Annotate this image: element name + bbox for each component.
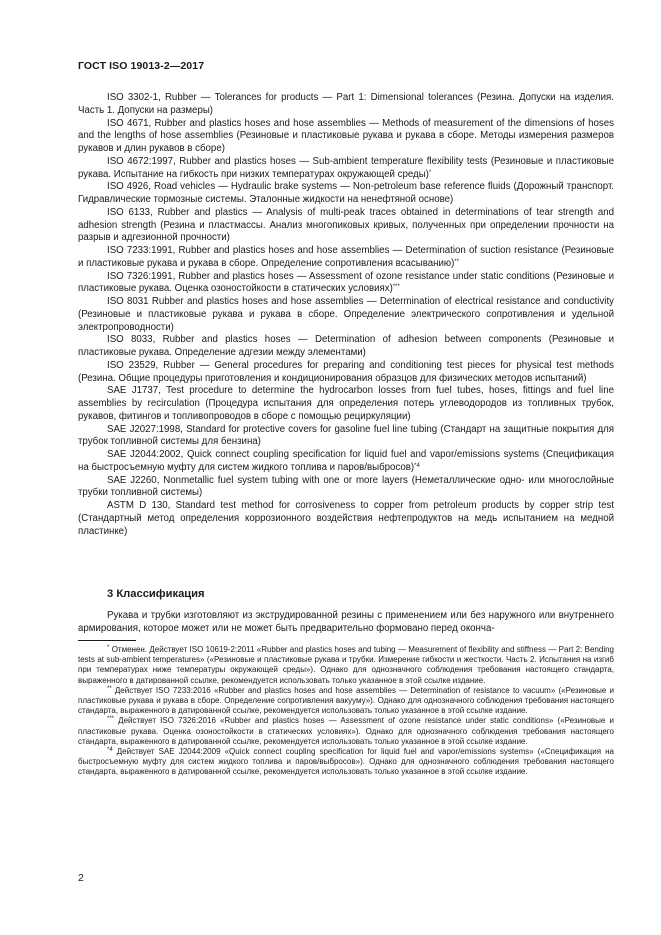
document-header: ГОСТ ISO 19013-2—2017	[78, 60, 205, 72]
reference-item: ISO 6133, Rubber and plastics — Analysis of multi-peak traces obtained in determinations of tear strength and adhesion strength (Резина и пластмассы. Анализ многопиковых кривых, полученных при определении прочности на разрыв и адгезионной прочности)	[78, 206, 614, 244]
reference-item: ISO 7233:1991, Rubber and plastics hoses and hose assemblies — Determination of suction resistance (Резиновые и пластиковые рукава и рукава в сборе. Определение сопротивления всасыванию)**	[78, 245, 614, 269]
footnote-list	[78, 645, 614, 778]
reference-item: ISO 4672:1997, Rubber and plastics hoses — Sub-ambient temperature flexibility tests (Резиновые и пластиковые рукава. Испытание на гибкость при низких температурах окружающей среды)*	[78, 155, 614, 180]
section-paragraph: Рукава и трубки изготовляют из экструдированной резины с применением или без наружного или внутреннего армирования, которое может или не может быть предварительно формовано перед оконча-	[78, 610, 614, 634]
reference-item: SAE J2027:1998, Standard for protective covers for gasoline fuel line tubing (Стандарт на защитные покрытия для трубок топливной системы для бензина)	[78, 423, 614, 448]
footnote-item: * Отменен. Действует ISO 10619-2:2011 «Rubber and plastics hoses and tubing — Measurement of flexibility and stiffness — Part 2: Bending tests at sub-ambient temperatures» («Резиновые и пластиковые рукава и трубки. Измерение гибкости и жесткости. Часть 2. Испытания на изгиб при температурах ниже температуры окружающей среды»). Однако для однозначного соблюдения требования настоящего стандарта, выраженного в датированной ссылке, рекомендуется использовать только указанное в этой ссылке издание.	[78, 645, 614, 685]
reference-item: ISO 4926, Road vehicles — Hydraulic brake systems — Non-petroleum base reference fluids (Дорожный транспорт. Гидравлические тормозные системы. Эталонные жидкости на ненефтяной основе)	[78, 181, 614, 205]
reference-item: ISO 7326:1991, Rubber and plastics hoses — Assessment of ozone resistance under static conditions (Резиновые и пластиковые рукава. Оценка озоностойкости в статических условиях)***	[78, 270, 614, 295]
footnote-item: $^{*4}$ Действует SAE J2044:2009 «Quick connect coupling specification for liquid fuel and vapor/emissions systems» («Спецификация на быстросъемную муфту для систем жидкого топлива и паров/выбросов»). Однако для однозначного соблюдения требования настоящего стандарта, выраженного в датированной ссылке, рекомендуется использовать только указанное в этой ссылке издание.	[78, 747, 614, 777]
reference-item: ISO 23529, Rubber — General procedures for preparing and conditioning test pieces for physical test methods (Резина. Общие процедуры приготовления и кондиционирования образцов для физических методов испытаний)	[78, 359, 614, 384]
reference-item: SAE J1737, Test procedure to determine the hydrocarbon losses from fuel tubes, hoses, fittings and fuel line assemblies by recirculation (Процедура испытания для определения потерь углеводородов из топливных трубок, рукавов, фитингов и топливопроводов в сборе с помощью рециркуляции)	[78, 385, 614, 422]
footnote-divider	[78, 640, 136, 641]
section-body	[78, 610, 614, 636]
page-number: 2	[78, 872, 84, 884]
footnote-mark: **	[107, 685, 112, 692]
section-title: 3 Классификация	[107, 588, 205, 600]
reference-item: SAE J2044:2002, Quick connect coupling specification for liquid fuel and vapor/emissions systems (Спецификация на быстросъемную муфту для систем жидкого топлива и паров/выбросов)$^{*4}$	[78, 449, 614, 473]
footnote-mark: **	[454, 258, 460, 265]
footnote-item: *** Действует ISO 7326:2016 «Rubber and plastics hoses — Assessment of ozone resistance under static conditions» («Резиновые и пластиковые рукава. Оценка озоностойкости в статических условиях»). Однако для однозначного соблюдения требования настоящего стандарта, выраженного в датированной ссылке, рекомендуется использовать только указанное в этой ссылке издание.	[78, 716, 614, 746]
reference-item: ISO 8031 Rubber and plastics hoses and hose assemblies — Determination of electrical resistance and conductivity (Резиновые и пластиковые рукава и рукава в сборе. Определение электрического сопротивления и удельной электропроводности)	[78, 296, 614, 333]
footnote-mark: ***	[107, 716, 115, 723]
footnote-mark: *	[428, 169, 432, 176]
reference-item: ASTM D 130, Standard test method for corrosiveness to copper from petroleum products by copper strip test (Стандартный метод определения коррозионного воздействия нефтепродуктов на медь испытанием на медной пластинке)	[78, 500, 614, 537]
reference-item: ISO 4671, Rubber and plastics hoses and hose assemblies — Methods of measurement of the dimensions of hoses and the lengths of hose assemblies (Резиновые и пластиковые рукава и рукава в сборе. Методы измерения размеров рукавов и длин рукавов в сборе)	[78, 117, 614, 154]
reference-list	[78, 92, 614, 538]
footnote-item: ** Действует ISO 7233:2016 «Rubber and plastics hoses and hose assemblies — Determination of resistance to vacuum» («Резиновые и пластиковые рукава и рукава в сборе. Определение сопротивления вакууму»). Однако для однозначного соблюдения требования настоящего стандарта, выраженного в датированной ссылке, рекомендуется использовать только указанное в этой ссылке издание.	[78, 685, 614, 716]
footnote-mark: *4	[414, 462, 420, 469]
reference-item: ISO 8033, Rubber and plastics hoses — Determination of adhesion between components (Резиновые и пластиковые рукава. Определение адгезии между элементами)	[78, 334, 614, 358]
reference-item: ISO 3302-1, Rubber — Tolerances for products — Part 1: Dimensional tolerances (Резина. Допуски на изделия. Часть 1. Допуски на размеры)	[78, 92, 614, 116]
footnote-mark: *4	[107, 747, 113, 754]
footnote-mark: ***	[392, 284, 400, 291]
footnote-mark: *	[107, 645, 110, 651]
reference-item: SAE J2260, Nonmetallic fuel system tubing with one or more layers (Неметаллические одно- или многослойные трубки топливной системы)	[78, 474, 614, 499]
